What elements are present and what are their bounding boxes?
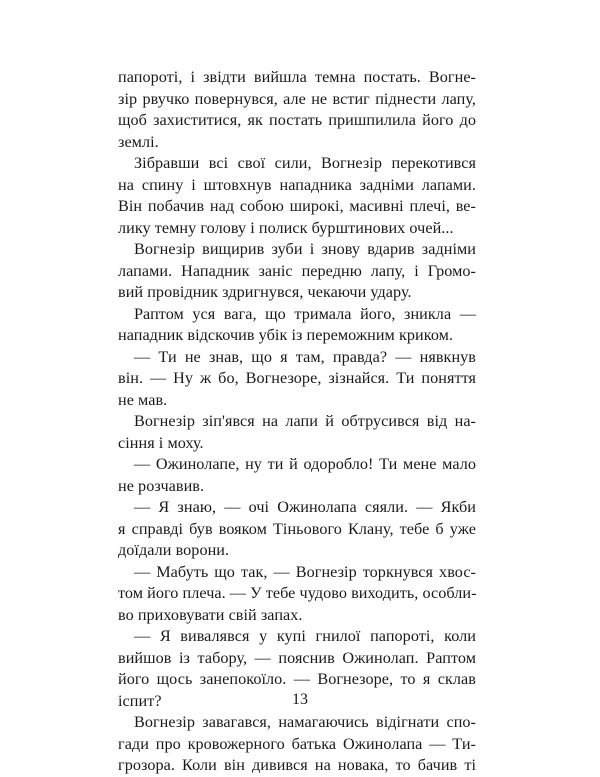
text-line: гади про кровожерного батька Ожинолапа — Ти-: [118, 734, 476, 753]
text-line: іспит?: [118, 691, 162, 710]
text-line: землі.: [118, 132, 159, 151]
text-line: я справді був вояком Тіньового Клану, тебе б уже: [118, 519, 476, 538]
text-line: його щось занепокоїло. — Вогнезоре, то я склав: [118, 670, 476, 688]
text-line: Раптом уся вага, що тримала його, зникла —: [134, 304, 476, 323]
page-number: 13: [292, 691, 308, 708]
text-line: нападник відскочив убік із переможним криком.: [118, 326, 454, 344]
page-body: [118, 67, 476, 777]
text-line: не розчавив.: [118, 476, 205, 495]
text-line: — Ти не знав, що я там, правда? — нявкнув: [134, 347, 476, 366]
text-line: — Я знаю, — очі Ожинолапа сяяли. — Якби: [134, 498, 476, 516]
text-line: Зібравши всі свої сили, Вогнезір перекотився: [134, 154, 476, 172]
text-line: вий провідник здригнувся, чекаючи удару.: [118, 283, 412, 301]
text-line: сіння і моху.: [118, 433, 204, 452]
text-line: доїдали ворони.: [118, 541, 230, 559]
text-line: грозора. Коли він дивився на новака, то бачив ті: [118, 756, 476, 774]
text-line: він. — Ну ж бо, Вогнезоре, зізнайся. Ти поняття: [118, 369, 476, 387]
text-line: зір рвучко повернувся, але не встиг піднести лапу,: [118, 89, 476, 108]
text-line: — Я вивалявся у купі гнилої папороті, коли: [134, 627, 476, 645]
text-line: том його плеча. — У тебе чудово виходить, особли-: [118, 584, 477, 602]
text-line: Вогнезір вищирив зуби і знову вдарив задніми: [134, 240, 476, 258]
text-line: Вогнезір зіп'явся на лапи й обтрусився від на-: [134, 412, 476, 430]
text-line: Він побачив над собою широкі, масивні плечі, ве-: [118, 197, 476, 215]
text-line: на спину і штовхнув нападника задніми лапами.: [118, 175, 476, 194]
text-line: — Мабуть що так, — Вогнезір торкнувся хвос-: [134, 562, 476, 581]
text-line: — Ожинолапе, ну ти й одоробло! Ти мене мало: [134, 455, 476, 473]
text-line: вийшов із табору, — пояснив Ожинолап. Раптом: [118, 648, 476, 667]
text-line: лапами. Нападник заніс передню лапу, і Громо-: [118, 261, 476, 280]
text-line: папороті, і звідти вийшла темна постать. Вогне-: [118, 68, 476, 86]
text-line: во приховувати свій запах.: [118, 605, 303, 624]
text-line: лику темну голову і полиск бурштинових очей...: [118, 218, 454, 237]
text-line: Вогнезір завагався, намагаючись відігнати спо-: [134, 713, 476, 731]
text-line: щоб захиститися, як постать пришпилила його до: [118, 111, 476, 129]
text-line: не мав.: [118, 390, 168, 409]
